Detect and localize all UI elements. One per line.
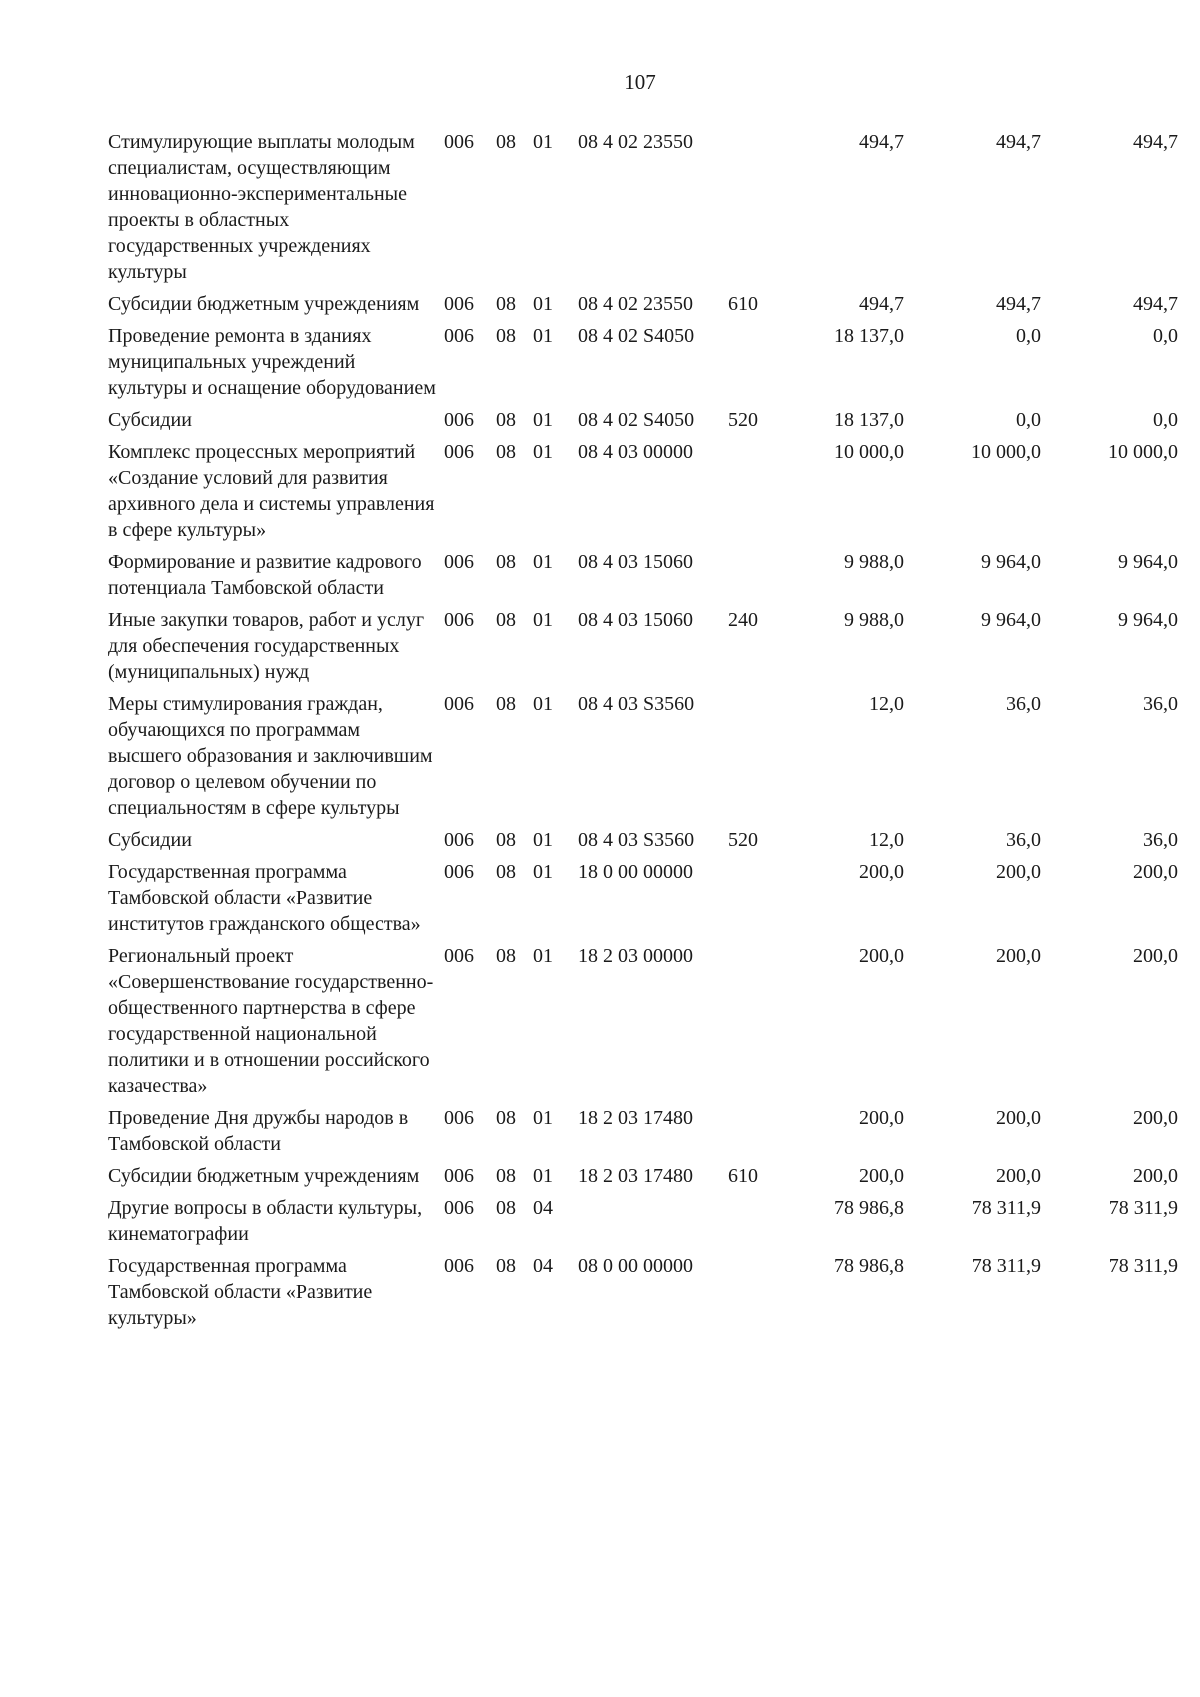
ministry-code: 006 — [444, 293, 474, 315]
row-name: Иные закупки товаров, работ и услуг для обеспечения государственных (муниципальных) нужд — [108, 609, 425, 683]
section-code: 08 — [496, 131, 516, 153]
amount-year-3: 0,0 — [1153, 409, 1178, 431]
table-row — [108, 607, 1178, 691]
amount-year-1: 18 137,0 — [834, 409, 904, 431]
ministry-code: 006 — [444, 945, 474, 967]
ministry-code: 006 — [444, 693, 474, 715]
amount-year-2: 200,0 — [996, 1165, 1041, 1187]
table-row — [108, 439, 1178, 549]
table-row — [108, 859, 1178, 943]
ministry-code: 006 — [444, 441, 474, 463]
row-name: Проведение Дня дружбы народов в Тамбовской области — [108, 1107, 409, 1155]
section-code: 08 — [496, 693, 516, 715]
target-article: 08 4 03 00000 — [578, 441, 693, 463]
section-code: 08 — [496, 325, 516, 347]
row-name: Государственная программа Тамбовской области «Развитие институтов гражданского общества» — [108, 861, 421, 935]
table-row — [108, 827, 1178, 859]
ministry-code: 006 — [444, 829, 474, 851]
amount-year-1: 12,0 — [869, 829, 904, 851]
section-code: 08 — [496, 1197, 516, 1219]
subsection-code: 01 — [533, 609, 553, 631]
row-name: Субсидии бюджетным учреждениям — [108, 1165, 420, 1187]
ministry-code: 006 — [444, 409, 474, 431]
amount-year-1: 78 986,8 — [834, 1197, 904, 1219]
amount-year-1: 494,7 — [859, 131, 904, 153]
amount-year-2: 36,0 — [1006, 693, 1041, 715]
subsection-code: 01 — [533, 693, 553, 715]
amount-year-3: 9 964,0 — [1118, 609, 1178, 631]
section-code: 08 — [496, 829, 516, 851]
amount-year-3: 78 311,9 — [1108, 1197, 1178, 1219]
amount-year-3: 36,0 — [1143, 693, 1178, 715]
target-article: 18 2 03 17480 — [578, 1165, 693, 1187]
table-row — [108, 129, 1178, 291]
row-name: Субсидии — [108, 829, 192, 851]
target-article: 08 4 03 S3560 — [578, 693, 695, 715]
amount-year-3: 10 000,0 — [1108, 441, 1178, 463]
target-article: 08 4 03 15060 — [578, 551, 693, 573]
ministry-code: 006 — [444, 1197, 474, 1219]
amount-year-2: 9 964,0 — [981, 551, 1041, 573]
subsection-code: 01 — [533, 409, 553, 431]
subsection-code: 01 — [533, 441, 553, 463]
section-code: 08 — [496, 293, 516, 315]
row-name: Субсидии бюджетным учреждениям — [108, 293, 420, 315]
expense-type: 610 — [728, 1165, 758, 1187]
section-code: 08 — [496, 409, 516, 431]
subsection-code: 04 — [533, 1255, 553, 1277]
target-article: 18 0 00 00000 — [578, 861, 693, 883]
subsection-code: 01 — [533, 861, 553, 883]
amount-year-3: 78 311,9 — [1108, 1255, 1178, 1277]
subsection-code: 01 — [533, 829, 553, 851]
amount-year-2: 78 311,9 — [971, 1255, 1041, 1277]
subsection-code: 01 — [533, 1107, 553, 1129]
section-code: 08 — [496, 945, 516, 967]
table-row — [108, 323, 1178, 407]
amount-year-3: 0,0 — [1153, 325, 1178, 347]
ministry-code: 006 — [444, 551, 474, 573]
target-article: 18 2 03 00000 — [578, 945, 693, 967]
target-article: 08 4 02 23550 — [578, 293, 693, 315]
subsection-code: 01 — [533, 131, 553, 153]
subsection-code: 01 — [533, 945, 553, 967]
row-name: Формирование и развитие кадрового потенциала Тамбовской области — [108, 551, 422, 599]
section-code: 08 — [496, 551, 516, 573]
subsection-code: 01 — [533, 1165, 553, 1187]
subsection-code: 01 — [533, 325, 553, 347]
amount-year-2: 494,7 — [996, 131, 1041, 153]
ministry-code: 006 — [444, 1165, 474, 1187]
amount-year-3: 200,0 — [1133, 861, 1178, 883]
table-row — [108, 549, 1178, 607]
amount-year-2: 0,0 — [1016, 409, 1041, 431]
target-article: 18 2 03 17480 — [578, 1107, 693, 1129]
row-name: Стимулирующие выплаты молодым специалистам, осуществляющим инновационно-экспериментальные проекты в областных государственных учреждениях культуры — [108, 131, 415, 283]
table-row — [108, 1195, 1178, 1253]
amount-year-3: 200,0 — [1133, 945, 1178, 967]
ministry-code: 006 — [444, 1107, 474, 1129]
section-code: 08 — [496, 1255, 516, 1277]
amount-year-1: 10 000,0 — [834, 441, 904, 463]
ministry-code: 006 — [444, 131, 474, 153]
table-row — [108, 1163, 1178, 1195]
amount-year-2: 200,0 — [996, 945, 1041, 967]
amount-year-2: 200,0 — [996, 861, 1041, 883]
row-name: Комплекс процессных мероприятий «Создание условий для развития архивного дела и системы управления в сфере культуры» — [108, 441, 435, 541]
subsection-code: 01 — [533, 551, 553, 573]
ministry-code: 006 — [444, 325, 474, 347]
target-article: 08 0 00 00000 — [578, 1255, 693, 1277]
amount-year-2: 78 311,9 — [971, 1197, 1041, 1219]
expense-type: 520 — [728, 409, 758, 431]
budget-table — [108, 129, 1178, 1337]
section-code: 08 — [496, 1165, 516, 1187]
amount-year-1: 9 988,0 — [844, 551, 904, 573]
target-article: 08 4 02 23550 — [578, 131, 693, 153]
row-name: Другие вопросы в области культуры, кинематографии — [108, 1197, 423, 1245]
target-article: 08 4 03 15060 — [578, 609, 693, 631]
row-name: Государственная программа Тамбовской области «Развитие культуры» — [108, 1255, 373, 1329]
amount-year-2: 494,7 — [996, 293, 1041, 315]
section-code: 08 — [496, 441, 516, 463]
section-code: 08 — [496, 1107, 516, 1129]
ministry-code: 006 — [444, 861, 474, 883]
table-row — [108, 1253, 1178, 1337]
page-number: 107 — [624, 70, 656, 94]
row-name: Региональный проект «Совершенствование государственно-общественного партнерства в сфере государственной национальной политики и в отношении российского казачества» — [108, 945, 434, 1097]
ministry-code: 006 — [444, 1255, 474, 1277]
table-row — [108, 691, 1178, 827]
amount-year-1: 12,0 — [869, 693, 904, 715]
target-article: 08 4 02 S4050 — [578, 409, 695, 431]
amount-year-3: 200,0 — [1133, 1165, 1178, 1187]
amount-year-3: 36,0 — [1143, 829, 1178, 851]
expense-type: 240 — [728, 609, 758, 631]
ministry-code: 006 — [444, 609, 474, 631]
amount-year-2: 36,0 — [1006, 829, 1041, 851]
target-article: 08 4 02 S4050 — [578, 325, 695, 347]
amount-year-3: 494,7 — [1133, 293, 1178, 315]
table-row — [108, 291, 1178, 323]
target-article: 08 4 03 S3560 — [578, 829, 695, 851]
row-name: Меры стимулирования граждан, обучающихся по программам высшего образования и заключившим договор о целевом обучении по специальностям в сфере культуры — [108, 693, 433, 819]
amount-year-1: 200,0 — [859, 861, 904, 883]
section-code: 08 — [496, 609, 516, 631]
table-row — [108, 1105, 1178, 1163]
amount-year-2: 9 964,0 — [981, 609, 1041, 631]
amount-year-1: 494,7 — [859, 293, 904, 315]
amount-year-2: 200,0 — [996, 1107, 1041, 1129]
amount-year-3: 494,7 — [1133, 131, 1178, 153]
amount-year-3: 9 964,0 — [1118, 551, 1178, 573]
table-row — [108, 943, 1178, 1105]
amount-year-3: 200,0 — [1133, 1107, 1178, 1129]
table-row — [108, 407, 1178, 439]
amount-year-1: 9 988,0 — [844, 609, 904, 631]
amount-year-2: 10 000,0 — [971, 441, 1041, 463]
section-code: 08 — [496, 861, 516, 883]
amount-year-1: 78 986,8 — [834, 1255, 904, 1277]
expense-type: 520 — [728, 829, 758, 851]
amount-year-1: 200,0 — [859, 945, 904, 967]
row-name: Проведение ремонта в зданиях муниципальных учреждений культуры и оснащение оборудованием — [108, 325, 436, 399]
amount-year-1: 200,0 — [859, 1165, 904, 1187]
amount-year-2: 0,0 — [1016, 325, 1041, 347]
amount-year-1: 18 137,0 — [834, 325, 904, 347]
amount-year-1: 200,0 — [859, 1107, 904, 1129]
row-name: Субсидии — [108, 409, 192, 431]
expense-type: 610 — [728, 293, 758, 315]
subsection-code: 04 — [533, 1197, 553, 1219]
subsection-code: 01 — [533, 293, 553, 315]
